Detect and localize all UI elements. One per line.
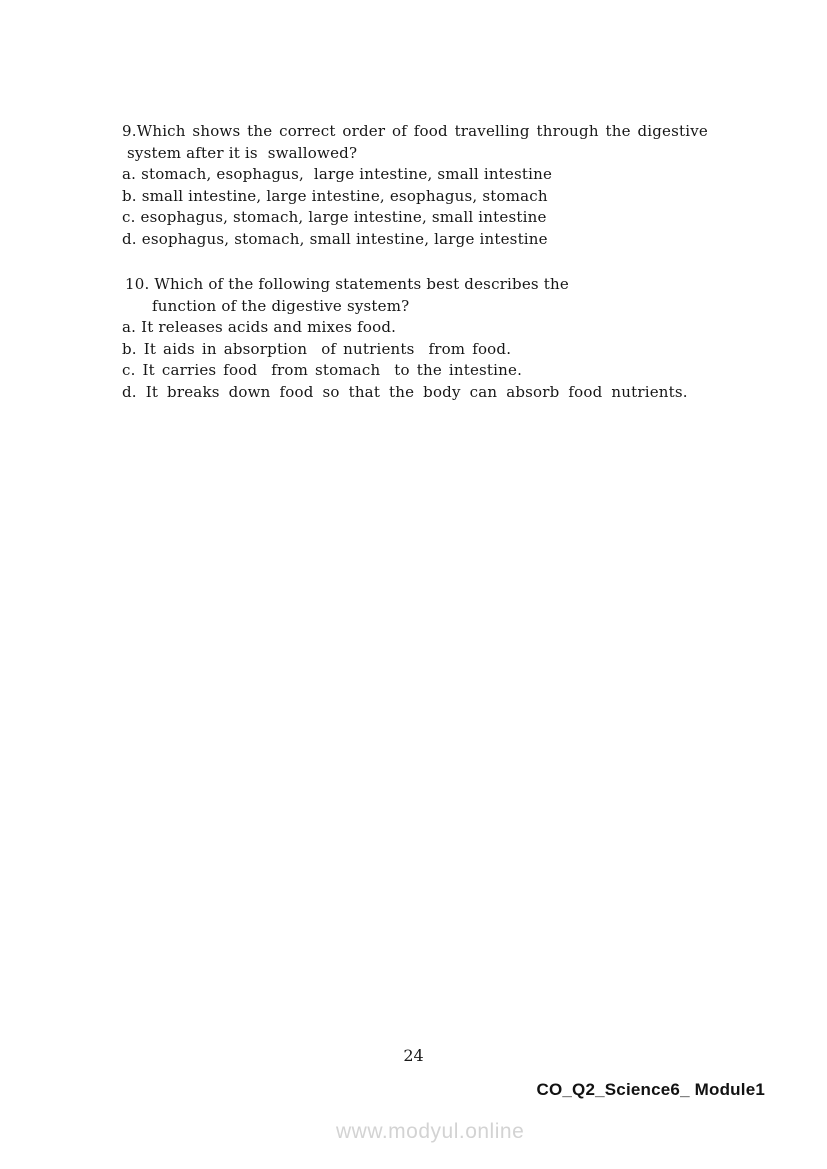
- question-10-option-b: b. It aids in absorption of nutrients from food.: [122, 339, 512, 358]
- question-10-option-c: c. It carries food from stomach to the intestine.: [122, 361, 523, 379]
- question-9-option-a: a. stomach, esophagus, large intestine, small intestine: [122, 165, 553, 183]
- question-9-text-line-1: 9.Which shows the correct order of food travelling through the digestive: [122, 122, 708, 140]
- question-9-option-d: d. esophagus, stomach, small intestine, large intestine: [122, 229, 548, 248]
- question-10-option-a: a. It releases acids and mixes food.: [122, 318, 397, 336]
- page-number: 24: [403, 1046, 424, 1065]
- question-10-option-d: d. It breaks down food so that the body can absorb food nutrients.: [122, 382, 688, 401]
- question-9: [122, 121, 708, 250]
- question-9-option-b: b. small intestine, large intestine, esophagus, stomach: [122, 186, 548, 205]
- question-10-text-line-1: 10. Which of the following statements best describes the: [125, 275, 569, 293]
- question-10-text-line-2: function of the digestive system?: [152, 296, 410, 315]
- question-9-option-c: c. esophagus, stomach, large intestine, small intestine: [122, 208, 547, 226]
- question-10: [122, 274, 722, 403]
- module-footer-label: CO_Q2_Science6_ Module1: [536, 1080, 765, 1099]
- question-9-text-line-2: system after it is swallowed?: [127, 143, 358, 162]
- watermark-url: www.modyul.online: [336, 1120, 525, 1143]
